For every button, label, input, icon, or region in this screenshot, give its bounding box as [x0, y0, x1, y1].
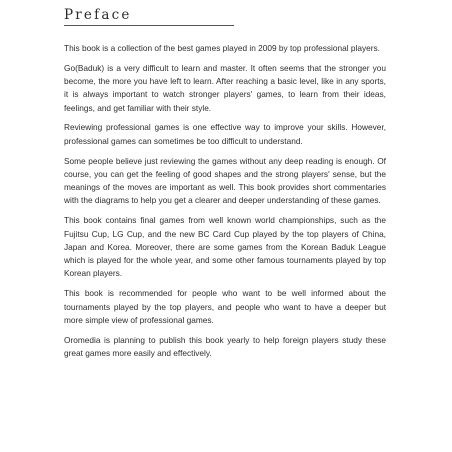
document-body — [64, 42, 386, 367]
paragraph-intro: This book is a collection of the best games played in 2009 by top professional players. — [64, 43, 380, 53]
paragraph-reviewing: Reviewing professional games is one effective way to improve your skills. However, professional games can sometimes be too difficult to understand. — [64, 122, 386, 146]
paragraph-publisher: Oromedia is planning to publish this book yearly to help foreign players study these great games more easily and effectively. — [64, 334, 386, 358]
paragraph-commentaries: Some people believe just reviewing the games without any deep reading is enough. Of course, you can get the feeling of good shapes and the strong players' sense, but the meanings of the moves are important as well. This book provides short commentaries with the diagrams to help you get a clearer and deeper understanding of these games. — [64, 155, 386, 206]
title-underline — [64, 25, 234, 26]
paragraph-go-difficulty: Go(Baduk) is a very difficult to learn and master. It often seems that the stronger you become, the more you have left to learn. After reaching a basic level, like in any sports, it is always important to watch stronger players' games, to learn from their ideas, feelings, and get familiar with their style. — [64, 62, 386, 113]
paragraph-contents: This book contains final games from well known world championships, such as the Fujitsu Cup, LG Cup, and the new BC Card Cup played by the top players of China, Japan and Korea. Moreover, there are some games from the Korean Baduk League which is played for the whole year, and some other famous tournaments played by top Korean players. — [64, 215, 386, 279]
paragraph-audience: This book is recommended for people who want to be well informed about the tournaments played by the top players, and people who want to have a deeper but more simple view of professional games. — [64, 288, 386, 325]
page-title: Preface — [64, 7, 132, 23]
